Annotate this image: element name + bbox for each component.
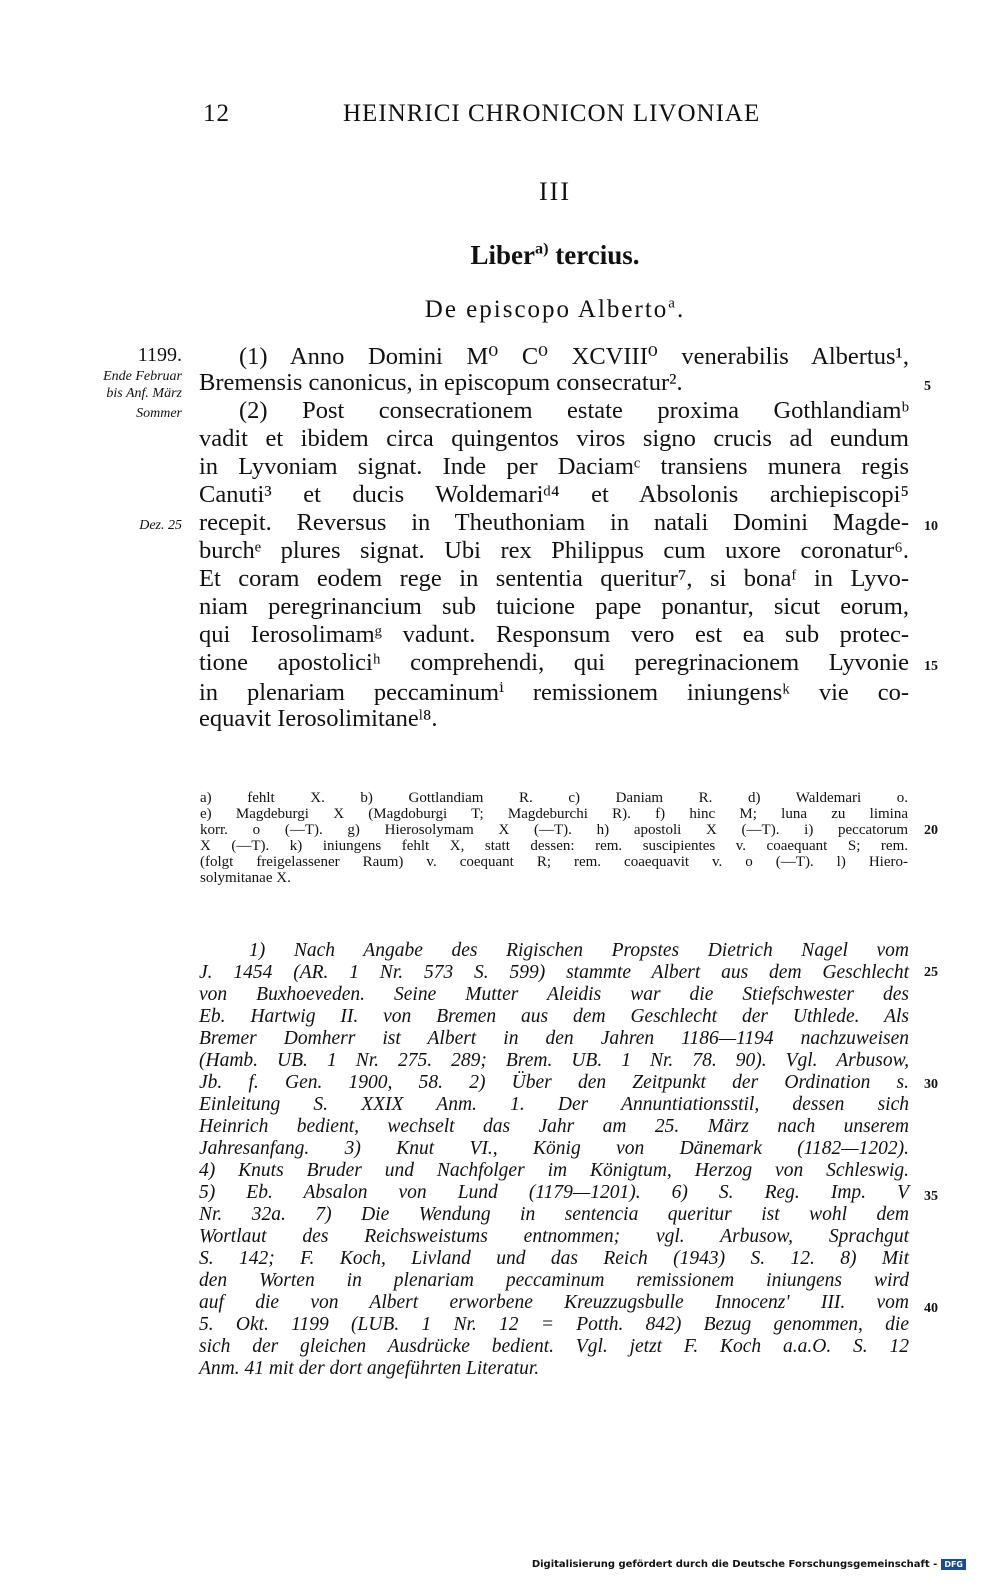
credit-text: Digitalisierung gefördert durch die Deutsche Forschungsgemeinschaft - bbox=[531, 1559, 938, 1570]
apparatus-line: korr. o (—T). g) Hierosolymam X (—T). h) apostoli X (—T). i) peccatorum bbox=[200, 822, 908, 838]
book-title-text: Liber bbox=[470, 240, 536, 270]
footnote-line: auf die von Albert erworbene Kreuzzugsbulle Innocenz' III. vom bbox=[199, 1292, 909, 1313]
running-title: HEINRICI CHRONICON LIVONIAE bbox=[343, 100, 761, 127]
footnote-line: Eb. Hartwig II. von Bremen aus dem Geschlecht der Uthlede. Als bbox=[199, 1006, 909, 1027]
main-text-line: Canuti³ et ducis Woldemariᵈ⁴ et Absolonis archiepiscopi⁵ bbox=[199, 481, 909, 508]
main-text-line: Bremensis canonicus, in episcopum consecratur². bbox=[199, 369, 683, 396]
footnote-line: Bremer Domherr ist Albert in den Jahren 1186—1194 nachzuweisen bbox=[199, 1028, 909, 1049]
main-text-line: niam peregrinancium sub tuicione pape ponantur, sicut eorum, bbox=[199, 593, 909, 620]
line-number: 25 bbox=[924, 965, 938, 980]
line-number: 10 bbox=[924, 519, 938, 534]
footnote-marker: a bbox=[668, 295, 677, 312]
line-number: 5 bbox=[924, 379, 931, 394]
line-number: 40 bbox=[924, 1301, 938, 1316]
footnote-line: (Hamb. UB. 1 Nr. 275. 289; Brem. UB. 1 Nr. 78. 90). Vgl. Arbusow, bbox=[199, 1050, 909, 1071]
chapter-title-rest: . bbox=[676, 296, 686, 323]
main-text-line: burchᵉ plures signat. Ubi rex Philippus cum uxore coronatur⁶. bbox=[199, 537, 909, 564]
digitization-credit bbox=[532, 1559, 966, 1570]
book-title-rest: tercius. bbox=[548, 240, 640, 270]
footnote-line: 5. Okt. 1199 (LUB. 1 Nr. 12 = Potth. 842) Bezug genommen, die bbox=[199, 1314, 909, 1335]
chapter-title-text: De episcopo Alberto bbox=[424, 296, 669, 323]
footnote-line: 1) Nach Angabe des Rigischen Propstes Dietrich Nagel vom bbox=[249, 940, 909, 961]
footnote-line: Einleitung S. XXIX Anm. 1. Der Annuntiationsstil, dessen sich bbox=[199, 1094, 909, 1115]
line-number: 20 bbox=[924, 823, 938, 838]
margin-date-note: Ende Februar bbox=[103, 369, 182, 384]
line-number: 30 bbox=[924, 1077, 938, 1092]
footnote-line: Heinrich bedient, wechselt das Jahr am 25. März nach unserem bbox=[199, 1116, 909, 1137]
footnote-line: von Buxhoeveden. Seine Mutter Aleidis war die Stiefschwester des bbox=[199, 984, 909, 1005]
line-number: 15 bbox=[924, 659, 938, 674]
apparatus-line: e) Magdeburgi X (Magdoburgi T; Magdeburchi R). f) hinc M; luna zu limina bbox=[200, 806, 908, 822]
main-text-line: (1) Anno Domini M⁰ C⁰ XCVIII⁰ venerabilis Albertus¹, bbox=[239, 343, 909, 370]
line-number: 35 bbox=[924, 1189, 938, 1204]
main-text-line: Et coram eodem rege in sententia queritur⁷, si bonaᶠ in Lyvo- bbox=[199, 565, 909, 592]
main-text-line: qui Ierosolimamᵍ vadunt. Responsum vero est ea sub protec- bbox=[199, 621, 909, 648]
main-text-line: recepit. Reversus in Theuthoniam in natali Domini Magde- bbox=[199, 509, 909, 536]
margin-year: 1199. bbox=[137, 344, 182, 366]
footnote-line: 5) Eb. Absalon von Lund (1179—1201). 6) S. Reg. Imp. V bbox=[199, 1182, 909, 1203]
footnote-line: Wortlaut des Reichsweistums entnommen; vgl. Arbusow, Sprachgut bbox=[199, 1226, 909, 1247]
footnote-line: Nr. 32a. 7) Die Wendung in sentencia queritur ist wohl dem bbox=[199, 1204, 909, 1225]
footnote-line: Jahresanfang. 3) Knut VI., König von Dänemark (1182—1202). bbox=[199, 1138, 909, 1159]
main-text-line: (2) Post consecrationem estate proxima Gothlandiamᵇ bbox=[239, 397, 909, 424]
footnote-line: J. 1454 (AR. 1 Nr. 573 S. 599) stammte Albert aus dem Geschlecht bbox=[199, 962, 909, 983]
book-numeral: III bbox=[539, 177, 571, 206]
main-text-line: in Lyvoniam signat. Inde per Daciamᶜ transiens munera regis bbox=[199, 453, 909, 480]
main-text-line: tione apostoliciʰ comprehendi, qui peregrinacionem Lyvonie bbox=[199, 649, 909, 676]
footnote-marker: a) bbox=[535, 239, 549, 258]
footnote-line: Anm. 41 mit der dort angeführten Literatur. bbox=[199, 1358, 540, 1379]
footnote-line: S. 142; F. Koch, Livland und das Reich (1943) S. 12. 8) Mit bbox=[199, 1248, 909, 1269]
footnote-line: Jb. f. Gen. 1900, 58. 2) Über den Zeitpunkt der Ordination s. bbox=[199, 1072, 909, 1093]
main-text-line: equavit Ierosolimitaneˡ⁸. bbox=[199, 705, 438, 732]
footnote-line: den Worten in plenariam peccaminum remissionem iniungens wird bbox=[199, 1270, 909, 1291]
main-text-line: vadit et ibidem circa quingentos viros signo crucis ad eundum bbox=[199, 425, 909, 452]
apparatus-line: (folgt freigelassener Raum) v. coequant R; rem. coaequavit v. o (—T). l) Hiero- bbox=[200, 854, 908, 870]
page-number: 12 bbox=[203, 100, 230, 127]
margin-date-note: Sommer bbox=[136, 406, 182, 421]
margin-date-note: bis Anf. März bbox=[106, 386, 182, 401]
apparatus-line: X (—T). k) iniungens fehlt X, statt dessen: rem. suscipientes v. coaequant S; rem. bbox=[200, 838, 908, 854]
main-text-line: in plenariam peccaminumⁱ remissionem iniungensᵏ vie co- bbox=[199, 679, 909, 706]
apparatus-line: a) fehlt X. b) Gottlandiam R. c) Daniam R. d) Waldemari o. bbox=[200, 790, 908, 806]
footnote-line: 4) Knuts Bruder und Nachfolger im Königtum, Herzog von Schleswig. bbox=[199, 1160, 909, 1181]
dfg-logo: DFG bbox=[941, 1559, 966, 1570]
apparatus-line: solymitanae X. bbox=[200, 870, 291, 886]
footnote-line: sich der gleichen Ausdrücke bedient. Vgl. jetzt F. Koch a.a.O. S. 12 bbox=[199, 1336, 909, 1357]
margin-date-note: Dez. 25 bbox=[139, 518, 182, 533]
book-title bbox=[0, 240, 1000, 271]
chapter-title bbox=[0, 296, 1000, 324]
